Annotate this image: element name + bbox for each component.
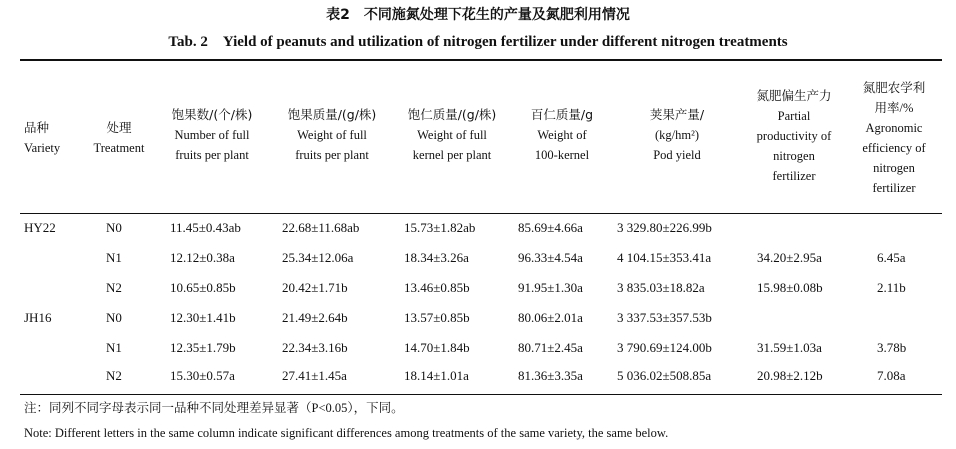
table-cell: 3 790.69±124.00b — [617, 340, 712, 355]
table-cell: 91.95±1.30a — [518, 280, 583, 295]
table-cell: 96.33±4.54a — [518, 250, 583, 265]
table-title-en: Tab. 2 Yield of peanuts and utilization of nitrogen fertilizer under different nitrogen treatments — [168, 34, 788, 50]
column-header-cn: 饱果质量/(g/株) — [287, 107, 377, 122]
column-header-en: Partial — [777, 109, 811, 123]
column-header-cn: 处理 — [106, 120, 132, 135]
column-header-cn: 百仁质量/g — [530, 107, 594, 122]
bottom-rule — [20, 394, 942, 395]
table-cell: 21.49±2.64b — [282, 310, 348, 325]
column-header-3 — [152, 105, 272, 165]
column-header-cn: 荚果产量/ — [649, 107, 705, 122]
treatment-cell: N2 — [106, 280, 122, 295]
column-header-4 — [272, 105, 392, 165]
table-cell: 22.68±11.68ab — [282, 220, 360, 235]
column-header-en: efficiency of — [862, 141, 926, 155]
table-cell: 12.12±0.38a — [170, 250, 235, 265]
column-header-cn: 饱仁质量/(g/株) — [407, 107, 497, 122]
column-header-8 — [742, 86, 846, 186]
table-cell: 13.57±0.85b — [404, 310, 470, 325]
table-cell: 4 104.15±353.41a — [617, 250, 712, 265]
table-cell: 15.73±1.82ab — [404, 220, 476, 235]
table-cell: 80.71±2.45a — [518, 340, 583, 355]
column-header-en: fertilizer — [772, 169, 816, 183]
header-rule — [20, 213, 942, 214]
column-header-en: productivity of — [756, 129, 832, 143]
table-cell: 6.45a — [877, 250, 906, 265]
column-header-en: nitrogen — [873, 161, 915, 175]
treatment-cell: N0 — [106, 310, 122, 325]
variety-cell: HY22 — [24, 220, 56, 235]
table-cell: 3 835.03±18.82a — [617, 280, 705, 295]
table-cell: 81.36±3.35a — [518, 368, 583, 383]
table-cell: 34.20±2.95a — [757, 250, 822, 265]
column-header-en: Pod yield — [653, 148, 701, 162]
column-header-cn: 品种 — [24, 120, 50, 135]
note-en: Note: Different letters in the same column indicate significant differences among treatments of the same variety, the same below. — [24, 426, 669, 440]
table-cell: 3 329.80±226.99b — [617, 220, 712, 235]
table-cell: 27.41±1.45a — [282, 368, 347, 383]
column-header-en: fertilizer — [872, 181, 916, 195]
column-header-2 — [86, 118, 152, 158]
table-cell: 25.34±12.06a — [282, 250, 354, 265]
table-cell: 13.46±0.85b — [404, 280, 470, 295]
table-cell: 15.98±0.08b — [757, 280, 823, 295]
column-header-cn: 氮肥农学利 — [862, 80, 926, 95]
table-cell: 80.06±2.01a — [518, 310, 583, 325]
table-cell: 15.30±0.57a — [170, 368, 235, 383]
table-cell: 5 036.02±508.85a — [617, 368, 712, 383]
table-cell: 3 337.53±357.53b — [617, 310, 712, 325]
column-header-5 — [392, 105, 512, 165]
column-header-en: Weight of full — [297, 128, 367, 142]
column-header-en: Agronomic — [865, 121, 923, 135]
treatment-cell: N0 — [106, 220, 122, 235]
column-header-cn: 饱果数/(个/株) — [171, 107, 253, 122]
table-cell: 12.35±1.79b — [170, 340, 236, 355]
table-cell: 10.65±0.85b — [170, 280, 236, 295]
column-header-7 — [612, 105, 742, 165]
top-rule — [20, 59, 942, 61]
table-cell: 12.30±1.41b — [170, 310, 236, 325]
column-header-en: 用率/% — [874, 101, 914, 115]
table-cell: 18.14±1.01a — [404, 368, 469, 383]
table-cell: 11.45±0.43ab — [170, 220, 241, 235]
column-header-en: Number of full — [174, 128, 250, 142]
column-header-en: (kg/hm²) — [654, 128, 700, 142]
column-header-en: Treatment — [93, 141, 145, 155]
note-cn: 注：同列不同字母表示同一品种不同处理差异显著（P<0.05），下同。 — [24, 401, 404, 415]
table-cell: 31.59±1.03a — [757, 340, 822, 355]
table-cell: 7.08a — [877, 368, 906, 383]
column-header-en: Variety — [24, 141, 61, 155]
column-header-en: fruits per plant — [295, 148, 369, 162]
table-cell: 22.34±3.16b — [282, 340, 348, 355]
table-cell: 18.34±3.26a — [404, 250, 469, 265]
table-title-cn: 表2 不同施氮处理下花生的产量及氮肥利用情况 — [326, 7, 630, 23]
column-header-en: Weight of — [537, 128, 587, 142]
treatment-cell: N1 — [106, 340, 122, 355]
column-header-9 — [846, 78, 942, 198]
column-header-en: kernel per plant — [412, 148, 492, 162]
column-header-en: 100-kernel — [534, 148, 590, 162]
table-cell: 2.11b — [877, 280, 906, 295]
table-cell: 20.98±2.12b — [757, 368, 823, 383]
table-cell: 14.70±1.84b — [404, 340, 470, 355]
table-cell: 20.42±1.71b — [282, 280, 348, 295]
column-header-en: nitrogen — [773, 149, 815, 163]
column-header-1 — [24, 118, 76, 158]
variety-cell: JH16 — [24, 310, 52, 325]
column-header-6 — [512, 105, 612, 165]
column-header-cn: 氮肥偏生产力 — [756, 88, 832, 103]
table-cell: 85.69±4.66a — [518, 220, 583, 235]
table-cell: 3.78b — [877, 340, 907, 355]
treatment-cell: N1 — [106, 250, 122, 265]
treatment-cell: N2 — [106, 368, 122, 383]
column-header-en: fruits per plant — [175, 148, 249, 162]
column-header-en: Weight of full — [417, 128, 487, 142]
